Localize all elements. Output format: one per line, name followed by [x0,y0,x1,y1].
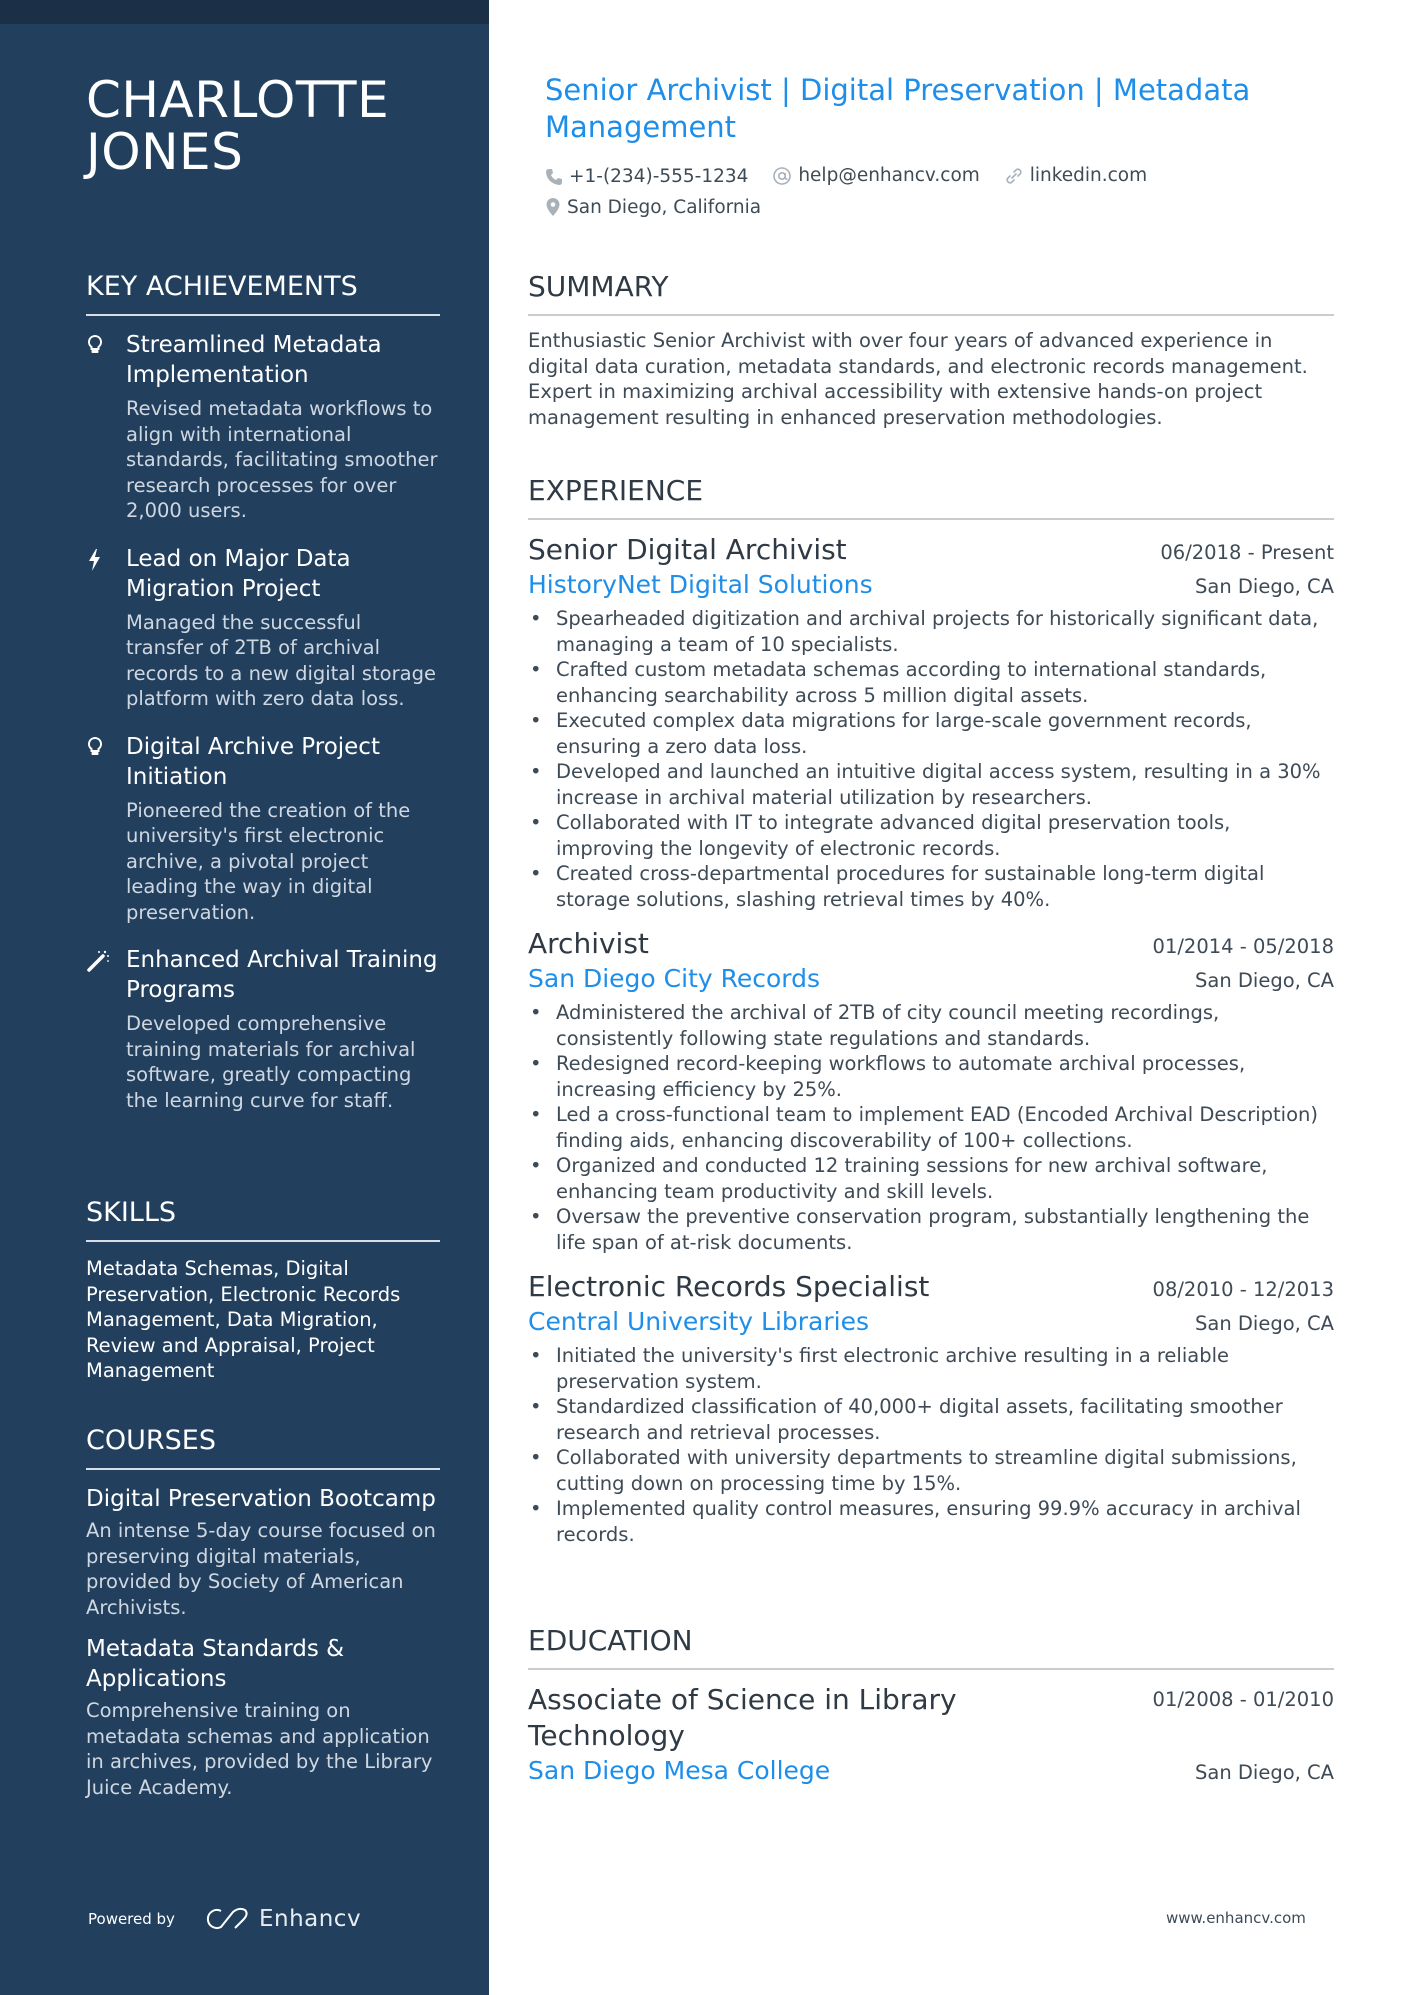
course-title: Metadata Standards & Applications [86,1636,345,1692]
course-description: An intense 5-day course focused on preserving digital materials, provided by Society of American Archivists. [86,1519,436,1619]
job-entry [528,926,1334,1255]
job-title: Senior Digital Archivist [528,533,847,566]
powered-by [88,1906,361,1932]
achievement-title: Streamlined Metadata Implementation [126,332,382,388]
company-name: HistoryNet Digital Solutions [528,570,873,599]
bullet-item: • Redesigned record-keeping workflows to automate archival processes, increasing efficiency by 25%. [528,1051,1334,1102]
linkedin-url: linkedin.com [1029,165,1148,186]
contact-location [545,194,761,221]
bullet-item: • Spearheaded digitization and archival projects for historically significant data, managing a team of 10 specialists. [528,606,1334,657]
section-heading: SUMMARY [528,270,1334,316]
education-section [528,1624,1334,1802]
courses-section [86,1424,440,1814]
education-entry [528,1682,1334,1788]
email-address: help@enhancv.com [798,165,980,186]
section-heading: EXPERIENCE [528,474,1334,520]
skills-list: Metadata Schemas, Digital Preservation, Electronic Records Management, Data Migration, Review and Appraisal, Project Management [86,1257,401,1382]
bullet-item: • Organized and conducted 12 training sessions for new archival software, enhancing team productivity and skill levels. [528,1153,1334,1204]
bullet-item: • Collaborated with university departments to streamline digital submissions, cutting down on processing time by 15%. [528,1445,1334,1496]
job-location: San Diego, CA [1195,575,1334,598]
location-pin-icon [545,197,561,217]
powered-by-label: Powered by [88,1910,175,1928]
lightning-bolt-icon [86,548,108,572]
achievement-item [86,330,440,524]
bullet-item: • Created cross-departmental procedures for sustainable long-term digital storage solutions, slashing retrieval times by 40%. [528,861,1334,912]
lightbulb-icon [86,736,108,760]
sidebar-top-band [0,0,489,24]
enhancv-logo[interactable] [203,1906,361,1932]
magic-wand-icon [86,949,108,973]
at-sign-icon [772,166,792,186]
link-icon [1004,166,1024,186]
course-description: Comprehensive training on metadata schemas and application in archives, provided by the Library Juice Academy. [86,1699,433,1799]
school-name: San Diego Mesa College [528,1756,831,1785]
section-heading: EDUCATION [528,1624,1334,1670]
bullet-item: • Executed complex data migrations for large-scale government records, ensuring a zero data loss. [528,708,1334,759]
enhancv-logo-icon [203,1906,251,1932]
bullet-item: • Led a cross-functional team to implement EAD (Encoded Archival Description) finding aids, enhancing discoverability of 100+ collections. [528,1102,1334,1153]
contact-email[interactable] [772,162,979,189]
job-location: San Diego, CA [1195,969,1334,992]
bullet-item: • Initiated the university's first electronic archive resulting in a reliable preservation system. [528,1343,1334,1394]
contact-info [545,162,1325,225]
degree-title: Associate of Science in Library Technology [528,1683,957,1752]
lightbulb-icon [86,334,108,358]
job-bullets [528,1343,1334,1547]
contact-phone [545,163,748,190]
bullet-item: • Crafted custom metadata schemas according to international standards, enhancing searchability across 5 million digital assets. [528,657,1334,708]
achievement-description: Pioneered the creation of the university's first electronic archive, a pivotal project leading the way in digital preservation. [126,798,411,924]
location-text: San Diego, California [567,196,762,218]
course-item [86,1484,440,1620]
phone-icon [545,168,563,186]
bullet-item: • Standardized classification of 40,000+ digital assets, facilitating smoother research and retrieval processes. [528,1394,1334,1445]
key-achievements-section [86,270,440,1133]
summary-text: Enthusiastic Senior Archivist with over four years of advanced experience in digital data curation, metadata standards, and electronic records management. Expert in maximizing archival accessibility with extensive hands-on project management resulting in enhanced preservation methodologies. [528,329,1308,429]
job-entry [528,532,1334,912]
section-heading: SKILLS [86,1196,440,1242]
achievement-title: Lead on Major Data Migration Project [126,545,351,602]
achievement-title: Digital Archive Project Initiation [126,733,380,790]
achievement-description: Managed the successful transfer of 2TB of archival records to a new digital storage platform with zero data loss. [126,610,436,710]
bullet-item: • Oversaw the preventive conservation program, substantially lengthening the life span of at-risk documents. [528,1204,1334,1255]
bullet-item: • Developed and launched an intuitive digital access system, resulting in a 30% increase in archival material utilization by researchers. [528,759,1334,810]
enhancv-logo-text: Enhancv [258,1906,362,1932]
bullet-item: • Collaborated with IT to integrate advanced digital preservation tools, improving the longevity of electronic records. [528,810,1334,861]
section-heading: KEY ACHIEVEMENTS [86,270,440,316]
job-dates: 08/2010 - 12/2013 [1152,1278,1334,1301]
experience-section [528,474,1334,1561]
company-name: San Diego City Records [528,964,821,993]
bullet-item: • Administered the archival of 2TB of city council meeting recordings, consistently following state regulations and standards. [528,1000,1334,1051]
job-title: Archivist [528,927,649,960]
candidate-name: CHARLOTTE JONES [86,71,390,181]
course-item [86,1634,440,1800]
job-location: San Diego, CA [1195,1312,1334,1335]
job-dates: 06/2018 - Present [1160,541,1334,564]
job-title: Electronic Records Specialist [528,1270,930,1303]
sidebar [0,0,489,1995]
job-bullets [528,606,1334,912]
section-heading: COURSES [86,1424,440,1470]
achievement-title: Enhanced Archival Training Programs [126,947,438,1003]
phone-number: +1-(234)-555-1234 [569,166,749,187]
job-entry [528,1269,1334,1547]
education-location: San Diego, CA [1195,1761,1334,1784]
education-dates: 01/2008 - 01/2010 [1152,1688,1334,1711]
achievement-description: Revised metadata workflows to align with international standards, facilitating smoother research processes for over 2,000 users. [126,397,438,522]
achievement-item [86,544,440,712]
summary-section [528,270,1334,430]
achievement-item [86,945,440,1113]
company-name: Central University Libraries [528,1307,870,1336]
job-bullets [528,1000,1334,1255]
footer-url[interactable]: www.enhancv.com [1166,1909,1306,1927]
achievement-item [86,732,440,926]
course-title: Digital Preservation Bootcamp [86,1486,436,1512]
job-dates: 01/2014 - 05/2018 [1152,935,1334,958]
achievement-description: Developed comprehensive training materials for archival software, greatly compacting the learning curve for staff. [126,1012,416,1112]
skills-section [86,1196,440,1384]
bullet-item: • Implemented quality control measures, ensuring 99.9% accuracy in archival records. [528,1496,1334,1547]
headline-title: Senior Archivist | Digital Preservation | Metadata Management [545,73,1251,144]
contact-link[interactable] [1004,162,1147,189]
